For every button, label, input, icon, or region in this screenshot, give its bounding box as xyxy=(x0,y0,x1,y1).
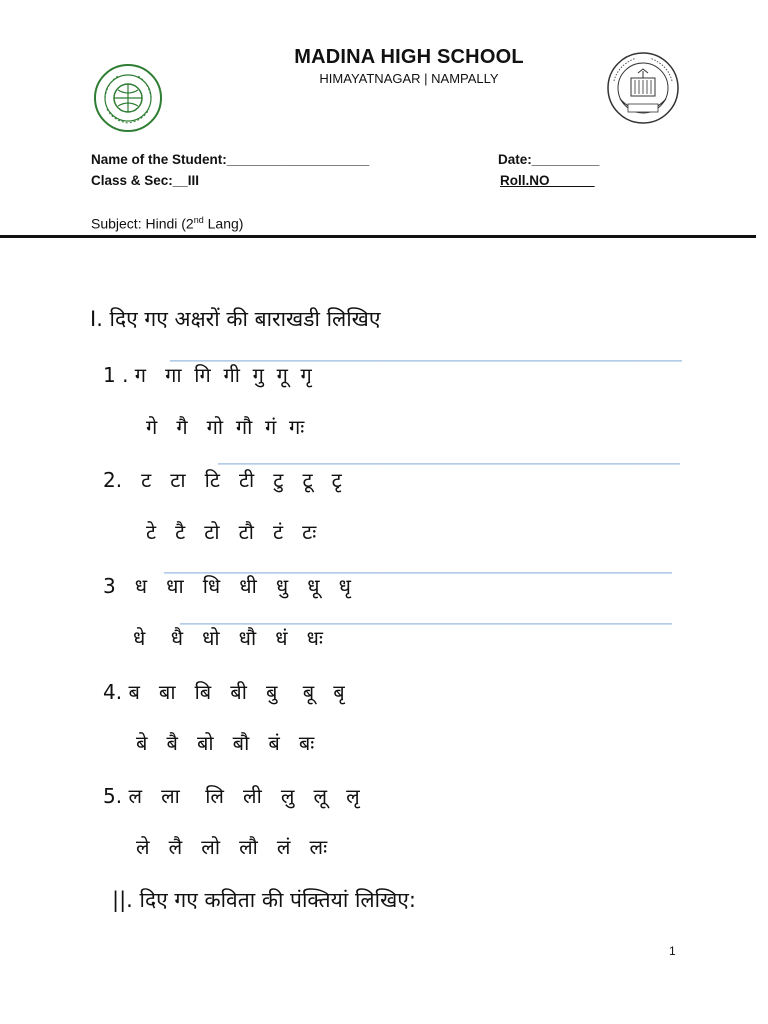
barakhadi-row-5a: 5. ल ला लि ली लु लू लृ xyxy=(103,784,360,808)
barakhadi-row-3a: 3 ध धा धि धी धु धू धृ xyxy=(103,574,351,598)
student-name-field: Name of the Student:___________________ xyxy=(91,152,370,167)
cbse-emblem-icon xyxy=(606,51,680,125)
section-two-heading: ||. दिए गए कविता की पंक्तियां लिखिए: xyxy=(112,888,416,912)
barakhadi-row-5b: ले लै लो लौ लं लः xyxy=(136,835,328,859)
barakhadi-row-4a: 4. ब बा बि बी बु बू बृ xyxy=(103,680,345,704)
roll-number-field: Roll.NO______ xyxy=(500,173,595,188)
subject-prefix: Subject: Hindi (2 xyxy=(91,215,194,232)
barakhadi-row-3b: धे धै धो धौ धं धः xyxy=(133,626,323,650)
page-number: 1 xyxy=(669,944,676,958)
header-divider xyxy=(0,235,756,238)
class-section-field: Class & Sec:__III xyxy=(91,173,200,188)
barakhadi-row-2a: 2. ट टा टि टी टु टू टृ xyxy=(103,468,342,492)
subject-ordinal: nd xyxy=(193,215,204,225)
subject-line xyxy=(91,215,243,232)
barakhadi-row-2b: टे टै टो टौ टं टः xyxy=(146,520,317,544)
school-branches: HIMAYATNAGAR | NAMPALLY xyxy=(319,71,499,86)
barakhadi-row-4b: बे बै बो बौ बं बः xyxy=(136,731,315,755)
school-name: MADINA HIGH SCHOOL xyxy=(294,46,524,68)
section-one-heading: I. दिए गए अक्षरों की बाराखडी लिखिए xyxy=(90,307,381,331)
guide-line xyxy=(218,463,680,465)
date-field: Date:_________ xyxy=(498,152,600,167)
barakhadi-row-1b: गे गै गो गौ गं गः xyxy=(146,415,305,439)
barakhadi-row-1a: 1 . ग गा गि गी गु गू गृ xyxy=(103,363,312,387)
subject-suffix: Lang) xyxy=(203,215,244,232)
school-emblem-icon xyxy=(93,63,163,133)
